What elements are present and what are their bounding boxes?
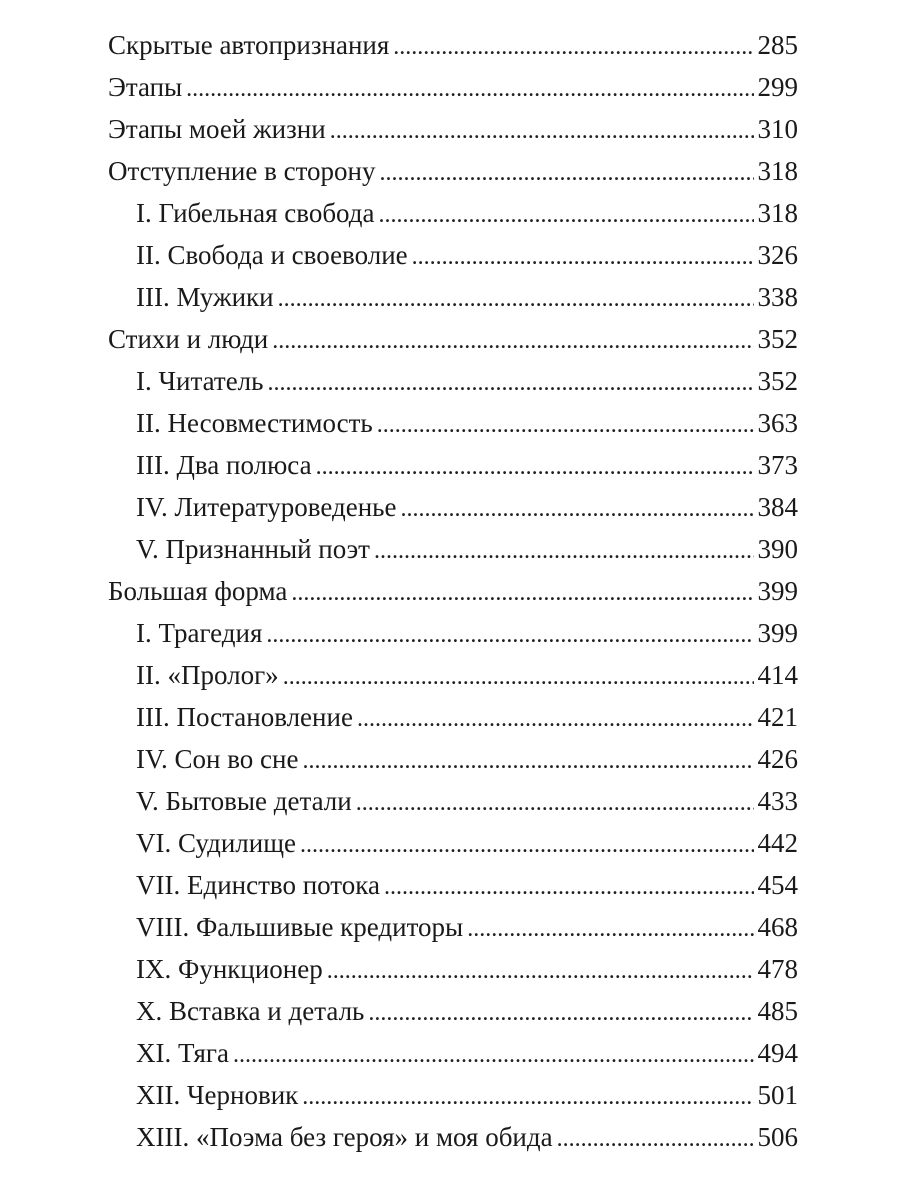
toc-dot-leader bbox=[233, 1034, 754, 1076]
toc-page-number: 478 bbox=[757, 954, 798, 984]
toc-subentry bbox=[108, 696, 798, 738]
toc-dot-leader bbox=[291, 572, 753, 614]
toc-entry-title: Скрытые автопризнания bbox=[108, 30, 390, 60]
toc-page-number: 299 bbox=[757, 72, 798, 102]
toc-page-number: 318 bbox=[757, 198, 798, 228]
toc-dot-leader bbox=[300, 824, 753, 866]
toc-entry-title: I. Читатель bbox=[136, 366, 264, 396]
toc-dot-leader bbox=[302, 1076, 753, 1118]
toc-dot-leader bbox=[186, 68, 753, 110]
toc-entry-title: III. Два полюса bbox=[136, 450, 312, 480]
toc-page-number: 363 bbox=[757, 408, 798, 438]
toc-dot-leader bbox=[330, 110, 754, 152]
toc-subentry bbox=[108, 948, 798, 990]
toc-dot-leader bbox=[267, 362, 753, 404]
toc-subentry bbox=[108, 654, 798, 696]
toc-subentry bbox=[108, 822, 798, 864]
toc-subentry bbox=[108, 1032, 798, 1074]
toc-page-number: 494 bbox=[757, 1038, 798, 1068]
toc-entry-title: Этапы bbox=[108, 72, 183, 102]
toc-entry bbox=[108, 318, 798, 360]
toc-entry bbox=[108, 108, 798, 150]
toc-entry-title: VIII. Фальшивые кредиторы bbox=[136, 912, 464, 942]
toc-entry-title: XIII. «Поэма без героя» и моя обида bbox=[136, 1122, 553, 1152]
toc-page-number: 384 bbox=[757, 492, 798, 522]
toc-dot-leader bbox=[302, 740, 753, 782]
toc-subentry bbox=[108, 486, 798, 528]
toc-page-number: 506 bbox=[757, 1122, 798, 1152]
toc-entry bbox=[108, 150, 798, 192]
toc-dot-leader bbox=[327, 950, 754, 992]
toc-dot-leader bbox=[357, 698, 754, 740]
toc-dot-leader bbox=[557, 1118, 754, 1160]
toc-dot-leader bbox=[368, 992, 753, 1034]
toc-entry bbox=[108, 24, 798, 66]
toc-page-number: 485 bbox=[757, 996, 798, 1026]
toc-page-number: 390 bbox=[757, 534, 798, 564]
toc-entry-title: Этапы моей жизни bbox=[108, 114, 326, 144]
toc-page-number: 442 bbox=[757, 828, 798, 858]
toc-dot-leader bbox=[283, 656, 754, 698]
toc-entry-title: XII. Черновик bbox=[136, 1080, 299, 1110]
toc-dot-leader bbox=[316, 446, 754, 488]
toc-subentry bbox=[108, 906, 798, 948]
toc-page-number: 501 bbox=[757, 1080, 798, 1110]
toc-page-number: 454 bbox=[757, 870, 798, 900]
toc-subentry bbox=[108, 1074, 798, 1116]
toc-page-number: 285 bbox=[757, 30, 798, 60]
toc-dot-leader bbox=[266, 614, 753, 656]
toc-dot-leader bbox=[412, 236, 754, 278]
toc-entry bbox=[108, 66, 798, 108]
toc-entry-title: X. Вставка и деталь bbox=[136, 996, 365, 1026]
toc-entry-title: II. Несовместимость bbox=[136, 408, 373, 438]
toc-page-number: 468 bbox=[757, 912, 798, 942]
toc-subentry bbox=[108, 402, 798, 444]
toc-entry-title: II. Свобода и своеволие bbox=[136, 240, 408, 270]
toc-dot-leader bbox=[374, 530, 754, 572]
toc-dot-leader bbox=[356, 782, 754, 824]
toc-entry-title: Большая форма bbox=[108, 576, 288, 606]
toc-page-number: 310 bbox=[757, 114, 798, 144]
toc-dot-leader bbox=[379, 152, 753, 194]
toc-subentry bbox=[108, 192, 798, 234]
toc-page-number: 433 bbox=[757, 786, 798, 816]
toc-entry-title: I. Трагедия bbox=[136, 618, 263, 648]
toc-page-number: 421 bbox=[757, 702, 798, 732]
toc-subentry bbox=[108, 612, 798, 654]
toc-page-number: 399 bbox=[757, 618, 798, 648]
toc-entry-title: Отступление в сторону bbox=[108, 156, 376, 186]
toc-dot-leader bbox=[467, 908, 753, 950]
toc-entry-title: Стихи и люди bbox=[108, 324, 269, 354]
toc-subentry bbox=[108, 1116, 798, 1158]
toc-page-number: 399 bbox=[757, 576, 798, 606]
toc-dot-leader bbox=[393, 26, 753, 68]
toc-entry-title: V. Признанный поэт bbox=[136, 534, 370, 564]
toc-dot-leader bbox=[379, 194, 754, 236]
toc-page-number: 373 bbox=[757, 450, 798, 480]
table-of-contents bbox=[108, 24, 798, 1158]
toc-entry-title: IV. Сон во сне bbox=[136, 744, 299, 774]
toc-subentry bbox=[108, 234, 798, 276]
toc-subentry bbox=[108, 864, 798, 906]
toc-entry bbox=[108, 570, 798, 612]
toc-subentry bbox=[108, 738, 798, 780]
toc-dot-leader bbox=[384, 866, 754, 908]
toc-subentry bbox=[108, 276, 798, 318]
toc-entry-title: II. «Пролог» bbox=[136, 660, 279, 690]
toc-entry-title: IX. Функционер bbox=[136, 954, 323, 984]
toc-subentry bbox=[108, 528, 798, 570]
toc-subentry bbox=[108, 780, 798, 822]
toc-page-number: 426 bbox=[757, 744, 798, 774]
toc-entry-title: I. Гибельная свобода bbox=[136, 198, 375, 228]
toc-dot-leader bbox=[278, 278, 754, 320]
toc-page-number: 338 bbox=[757, 282, 798, 312]
toc-subentry bbox=[108, 990, 798, 1032]
toc-page-number: 318 bbox=[757, 156, 798, 186]
toc-dot-leader bbox=[272, 320, 753, 362]
toc-page-number: 414 bbox=[757, 660, 798, 690]
toc-page-number: 326 bbox=[757, 240, 798, 270]
toc-page-number: 352 bbox=[757, 324, 798, 354]
toc-entry-title: III. Постановление bbox=[136, 702, 353, 732]
toc-subentry bbox=[108, 444, 798, 486]
toc-page-number: 352 bbox=[757, 366, 798, 396]
toc-subentry bbox=[108, 360, 798, 402]
toc-entry-title: VII. Единство потока bbox=[136, 870, 380, 900]
toc-dot-leader bbox=[377, 404, 754, 446]
toc-entry-title: V. Бытовые детали bbox=[136, 786, 352, 816]
toc-entry-title: IV. Литературоведенье bbox=[136, 492, 397, 522]
toc-entry-title: III. Мужики bbox=[136, 282, 274, 312]
toc-entry-title: XI. Тяга bbox=[136, 1038, 229, 1068]
toc-entry-title: VI. Судилище bbox=[136, 828, 297, 858]
toc-dot-leader bbox=[400, 488, 753, 530]
